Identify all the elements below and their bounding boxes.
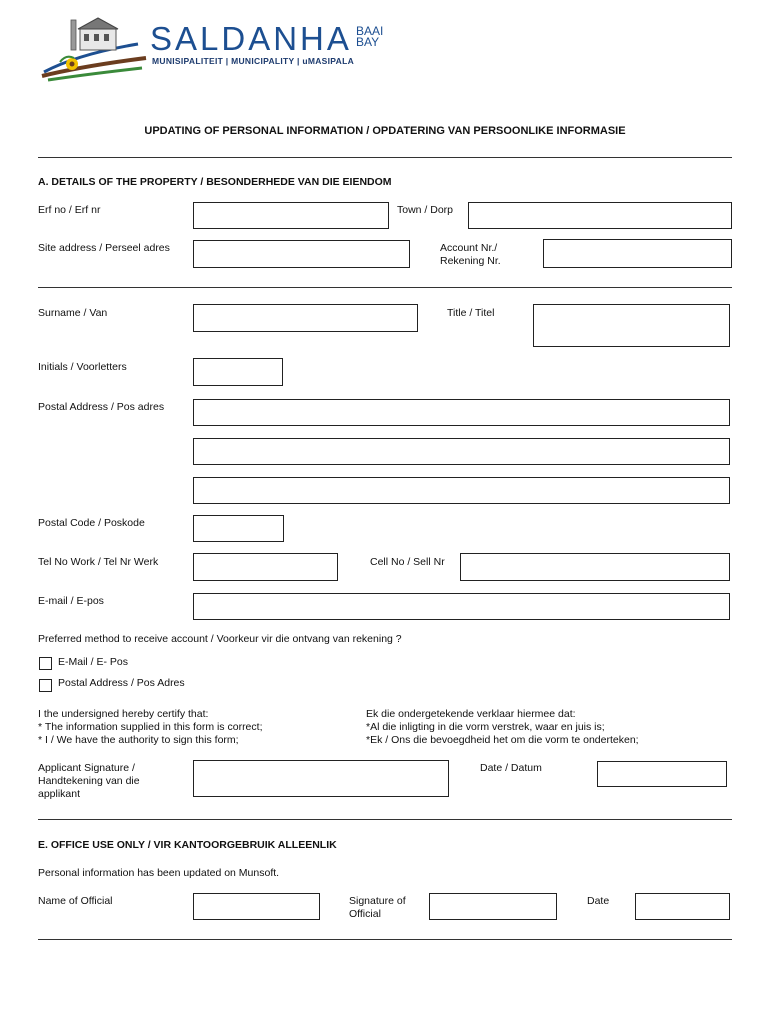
site-address-field[interactable] <box>193 240 410 268</box>
preference-question: Preferred method to receive account / Voorkeur vir die ontvang van rekening ? <box>38 633 402 645</box>
postal-checkbox[interactable] <box>39 679 52 692</box>
title-field[interactable] <box>533 304 730 347</box>
municipality-logo <box>38 14 398 84</box>
page-title: UPDATING OF PERSONAL INFORMATION / OPDATERING VAN PERSOONLIKE INFORMASIE <box>144 125 626 137</box>
erf-field[interactable] <box>193 202 389 229</box>
divider <box>38 287 732 288</box>
postal-address-line-3[interactable] <box>193 477 730 504</box>
divider <box>38 939 732 940</box>
declaration-afrikaans: Ek die ondergetekende verklaar hiermee dat: *Al die inligting in die vorm verstrek, waar en juis is; *Ek / Ons die bevoegdheid het om die vorm te onderteken; <box>366 708 639 746</box>
declaration-english: I the undersigned hereby certify that: * The information supplied in this form is correct; * I / We have the authority to sign this form; <box>38 708 263 746</box>
postal-address-line-2[interactable] <box>193 438 730 465</box>
cell-field[interactable] <box>460 553 730 581</box>
account-field[interactable] <box>543 239 732 268</box>
date-label: Date / Datum <box>480 762 542 774</box>
official-signature-field[interactable] <box>429 893 557 920</box>
date-field[interactable] <box>597 761 727 787</box>
divider <box>38 157 732 158</box>
office-date-field[interactable] <box>635 893 730 920</box>
town-field[interactable] <box>468 202 732 229</box>
surname-label: Surname / Van <box>38 307 108 319</box>
official-name-field[interactable] <box>193 893 320 920</box>
postal-option-label: Postal Address / Pos Adres <box>58 677 185 689</box>
postal-address-label: Postal Address / Pos adres <box>38 401 165 413</box>
erf-label: Erf no / Erf nr <box>38 204 101 216</box>
office-date-label: Date <box>587 895 610 907</box>
logo-wordmark: SALDANHA <box>150 20 352 57</box>
logo-emblem-icon <box>38 14 150 82</box>
section-e-heading: E. OFFICE USE ONLY / VIR KANTOORGEBRUIK ALLEENLIK <box>38 839 337 851</box>
official-signature-label: Signature of Official <box>349 895 406 920</box>
divider <box>38 819 732 820</box>
account-label: Account Nr./ Rekening Nr. <box>440 242 501 267</box>
email-field[interactable] <box>193 593 730 620</box>
logo-subtitle: MUNISIPALITEIT | MUNICIPALITY | uMASIPALA <box>152 56 355 66</box>
site-address-label: Site address / Perseel adres <box>38 242 170 254</box>
surname-field[interactable] <box>193 304 418 332</box>
logo-bay-text: BAY <box>356 35 380 49</box>
logo-baai-text: BAAI <box>356 24 384 38</box>
applicant-signature-label: Applicant Signature / Handtekening van die applikant <box>38 762 140 800</box>
official-name-label: Name of Official <box>38 895 113 907</box>
cell-label: Cell No / Sell Nr <box>370 556 445 568</box>
postal-code-field[interactable] <box>193 515 284 542</box>
title-label: Title / Titel <box>447 307 495 319</box>
munsoft-note: Personal information has been updated on Munsoft. <box>38 867 280 879</box>
initials-label: Initials / Voorletters <box>38 361 127 373</box>
email-checkbox[interactable] <box>39 657 52 670</box>
postal-code-label: Postal Code / Poskode <box>38 517 145 529</box>
postal-address-line-1[interactable] <box>193 399 730 426</box>
email-option-label: E-Mail / E- Pos <box>58 656 129 668</box>
town-label: Town / Dorp <box>397 204 454 216</box>
email-label: E-mail / E-pos <box>38 595 104 607</box>
applicant-signature-field[interactable] <box>193 760 449 797</box>
section-a-heading: A. DETAILS OF THE PROPERTY / BESONDERHEDE VAN DIE EIENDOM <box>38 176 392 188</box>
tel-work-field[interactable] <box>193 553 338 581</box>
tel-work-label: Tel No Work / Tel Nr Werk <box>38 556 159 568</box>
initials-field[interactable] <box>193 358 283 386</box>
